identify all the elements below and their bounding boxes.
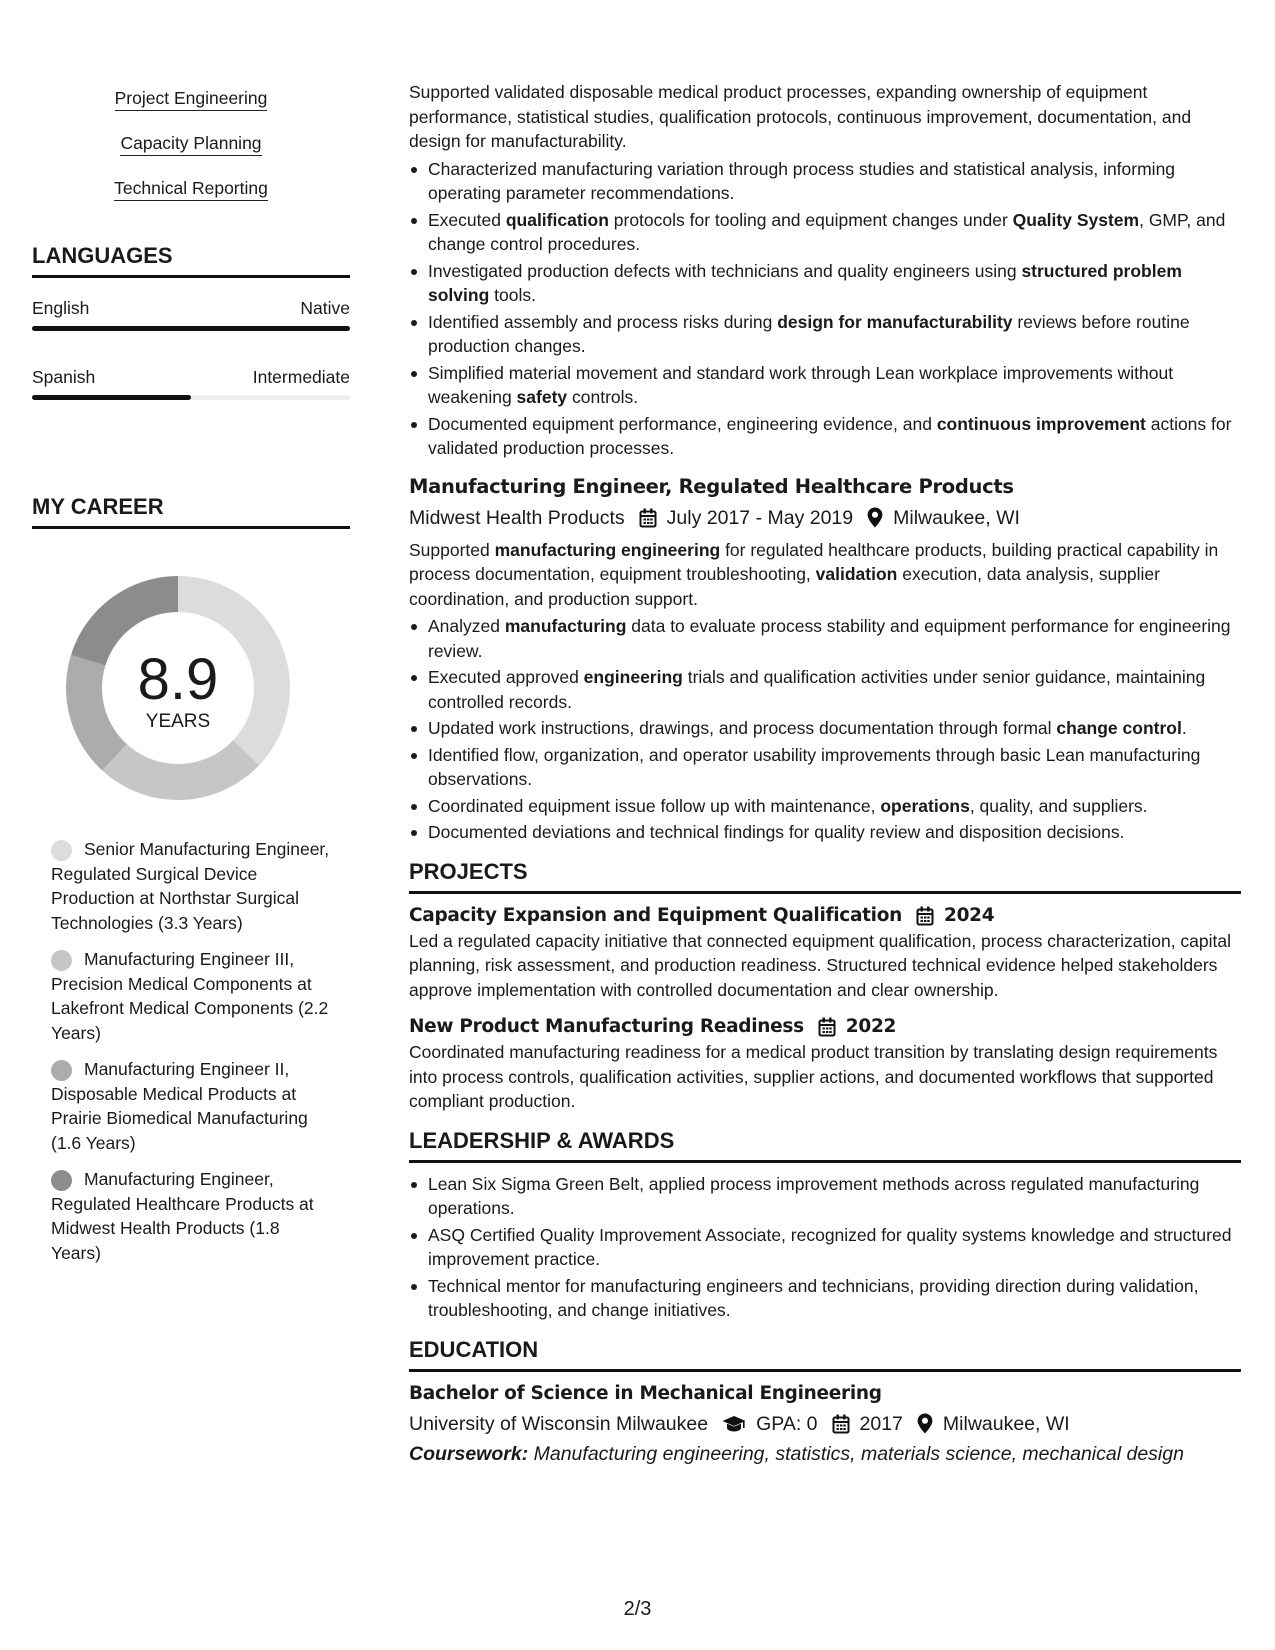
job-meta: [409, 504, 1241, 532]
language-level: Intermediate: [252, 367, 350, 387]
text-segment: Coordinated equipment issue follow up with maintenance,: [428, 795, 881, 816]
bullet-item: [409, 743, 1241, 792]
project-year: 2024: [944, 904, 995, 926]
text-segment: for regulated healthcare products, building practical capability in process documentation, equipment troubleshooting,: [409, 539, 1219, 584]
text-segment: , quality, and suppliers.: [969, 795, 1148, 816]
bullet-item: Technical mentor for manufacturing engineers and technicians, providing direction during validation, troubleshooting, and change initiatives.: [409, 1274, 1241, 1323]
career-heading: MY CAREER: [32, 494, 350, 529]
bullet-item: [409, 794, 1241, 819]
location-pin-icon: [867, 507, 883, 528]
text-segment: Characterized manufacturing variation through process studies and statistical analysis, informing operating parameter recommendations.: [428, 158, 1176, 203]
language-proficiency-bar: [32, 326, 350, 331]
text-segment: Simplified material movement and standard work through Lean workplace improvements without weakening: [428, 362, 1174, 407]
text-segment: Identified assembly and process risks during: [428, 311, 778, 332]
text-segment: trials and qualification activities under senior guidance, maintaining controlled records.: [428, 667, 1206, 712]
job-title: Manufacturing Engineer, Regulated Healthcare Products: [409, 474, 1014, 498]
career-legend-item: [51, 947, 333, 1045]
project-description: Coordinated manufacturing readiness for a medical product transition by translating design requirements into process controls, qualification activities, supplier actions, and documented workflows that supported compliant production.: [409, 1042, 1218, 1111]
career-legend-dot: [51, 840, 72, 861]
bullet-item: Lean Six Sigma Green Belt, applied process improvement methods across regulated manufacturing operations.: [409, 1172, 1241, 1221]
text-segment: actions for validated production processes.: [428, 413, 1232, 458]
bullet-item: [409, 716, 1241, 741]
job-bullets: [409, 157, 1241, 461]
education-heading: EDUCATION: [409, 1337, 1241, 1372]
leadership-heading: LEADERSHIP & AWARDS: [409, 1128, 1241, 1163]
text-segment: execution, data analysis, supplier coordination, and production support.: [409, 564, 1160, 609]
language-name: English: [32, 298, 90, 318]
bold-keyword: manufacturing engineering: [494, 539, 721, 560]
project-title: [409, 903, 1241, 929]
project-name: Capacity Expansion and Equipment Qualification: [409, 904, 902, 926]
bold-keyword: validation: [815, 564, 898, 584]
bullet-item: [409, 412, 1241, 461]
bold-keyword: design for manufacturability: [777, 311, 1013, 332]
main-content: [409, 80, 1241, 1468]
text-segment: Executed: [428, 209, 506, 230]
career-donut-chart: [66, 576, 290, 800]
career-legend-label: Manufacturing Engineer, Regulated Healthcare Products at Midwest Health Products (1.8 Years): [51, 1169, 314, 1263]
job-dates: July 2017 - May 2019: [666, 506, 854, 529]
job-company: Midwest Health Products: [409, 506, 625, 529]
page-number: 2/3: [623, 1598, 652, 1620]
career-legend-item: [51, 1167, 333, 1265]
bullet-item: [409, 820, 1241, 845]
bold-keyword: qualification: [505, 209, 609, 230]
calendar-icon: [916, 906, 934, 926]
skills-list: [32, 86, 350, 221]
bold-keyword: continuous improvement: [936, 413, 1146, 434]
bold-keyword: operations: [880, 795, 970, 816]
career-total-years: 8.9: [137, 647, 219, 712]
bold-keyword: manufacturing: [504, 616, 627, 636]
bullet-item: ASQ Certified Quality Improvement Associate, recognized for quality systems knowledge and structured improvement practice.: [409, 1223, 1241, 1272]
text-segment: Documented equipment performance, engineering evidence, and: [428, 413, 937, 434]
skill-tag: Technical Reporting: [114, 177, 268, 201]
career-donut-segment: [102, 740, 259, 800]
education-degree: Bachelor of Science in Mechanical Engineering: [409, 1382, 882, 1404]
bullet-item: [409, 665, 1241, 714]
education-year: 2017: [859, 1412, 903, 1435]
project-item: [409, 1014, 1241, 1114]
calendar-icon: [818, 1017, 836, 1037]
bullet-item: [409, 208, 1241, 257]
language-proficiency-fill: [32, 326, 350, 331]
text-segment: Updated work instructions, drawings, and process documentation through formal: [428, 718, 1057, 738]
education-school: University of Wisconsin Milwaukee: [409, 1412, 709, 1435]
bullet-item: [409, 361, 1241, 410]
calendar-icon: [639, 508, 657, 528]
text-segment: Supported: [409, 539, 495, 560]
graduation-cap-icon: [722, 1415, 746, 1433]
location-pin-icon: [917, 1413, 933, 1434]
text-segment: controls.: [567, 387, 639, 407]
bold-keyword: change control: [1056, 718, 1182, 738]
education-coursework: [409, 1440, 1241, 1468]
bold-keyword: engineering: [583, 667, 683, 687]
language-name: Spanish: [32, 367, 96, 387]
text-segment: tools.: [489, 285, 536, 305]
bullet-item: [409, 310, 1241, 359]
languages-heading: LANGUAGES: [32, 243, 350, 278]
job-bullets: [409, 614, 1241, 845]
coursework-label: Coursework:: [409, 1442, 529, 1465]
job-location: Milwaukee, WI: [893, 506, 1020, 529]
job-summary: Supported validated disposable medical product processes, expanding ownership of equipment performance, statistical studies, qualification protocols, continuous improvement, documentation, and design for manufacturability.: [409, 82, 1192, 151]
language-level: Native: [300, 298, 350, 318]
project-name: New Product Manufacturing Readiness: [409, 1016, 804, 1037]
bullet-item: [409, 157, 1241, 206]
coursework-text: Manufacturing engineering, statistics, materials science, mechanical design: [528, 1442, 1184, 1465]
language-row: [32, 297, 350, 319]
calendar-icon: [832, 1414, 850, 1434]
text-segment: Executed approved: [428, 667, 584, 687]
text-segment: Investigated production defects with technicians and quality engineers using: [428, 260, 1022, 281]
project-title: [409, 1014, 1241, 1040]
project-item: [409, 903, 1241, 1003]
language-row: [32, 366, 350, 388]
text-segment: .: [1181, 718, 1187, 738]
career-total-unit: YEARS: [145, 711, 211, 732]
career-legend: [51, 837, 333, 1277]
text-segment: protocols for tooling and equipment changes under: [608, 209, 1013, 230]
career-legend-dot: [51, 1170, 72, 1191]
text-segment: Documented deviations and technical findings for quality review and disposition decisions.: [428, 822, 1125, 842]
career-legend-dot: [51, 950, 72, 971]
language-proficiency-bar: [32, 395, 350, 400]
bold-keyword: Quality System: [1012, 209, 1140, 230]
bullet-item: [409, 614, 1241, 663]
text-segment: reviews before routine production changes.: [428, 311, 1190, 356]
career-legend-item: [51, 837, 333, 935]
bold-keyword: safety: [516, 387, 568, 407]
bullet-item: [409, 259, 1241, 308]
education-meta: [409, 1410, 1241, 1438]
education-gpa: GPA: 0: [756, 1412, 818, 1435]
career-legend-label: Senior Manufacturing Engineer, Regulated Surgical Device Production at Northstar Surgical Technologies (3.3 Years): [51, 839, 330, 933]
projects-list: [409, 903, 1241, 1114]
career-legend-dot: [51, 1060, 72, 1081]
project-year: 2022: [845, 1016, 897, 1037]
career-legend-label: Manufacturing Engineer III, Precision Medical Components at Lakefront Medical Components (2.2 Years): [51, 949, 329, 1043]
bold-keyword: structured problem solving: [428, 260, 1182, 305]
job-summary: [409, 538, 1241, 612]
project-description: Led a regulated capacity initiative that connected equipment qualification, process characterization, capital planning, risk assessment, and production readiness. Structured technical evidence helped stakeholders approve implementation with controlled documentation and clear ownership.: [409, 930, 1232, 1000]
skill-tag: Capacity Planning: [120, 132, 261, 156]
leadership-list: [409, 1172, 1241, 1323]
language-proficiency-fill: [32, 395, 191, 400]
text-segment: Analyzed: [428, 616, 505, 636]
education-location: Milwaukee, WI: [942, 1412, 1070, 1435]
career-legend-label: Manufacturing Engineer II, Disposable Medical Products at Prairie Biomedical Manufacturing (1.6 Years): [51, 1059, 308, 1153]
text-segment: Identified flow, organization, and operator usability improvements through basic Lean manufacturing observations.: [428, 744, 1201, 789]
text-segment: , GMP, and change control procedures.: [428, 209, 1226, 254]
projects-heading: PROJECTS: [409, 859, 1241, 894]
text-segment: data to evaluate process stability and equipment performance for engineering review.: [428, 616, 1231, 661]
career-legend-item: [51, 1057, 333, 1155]
skill-tag: Project Engineering: [115, 87, 268, 111]
